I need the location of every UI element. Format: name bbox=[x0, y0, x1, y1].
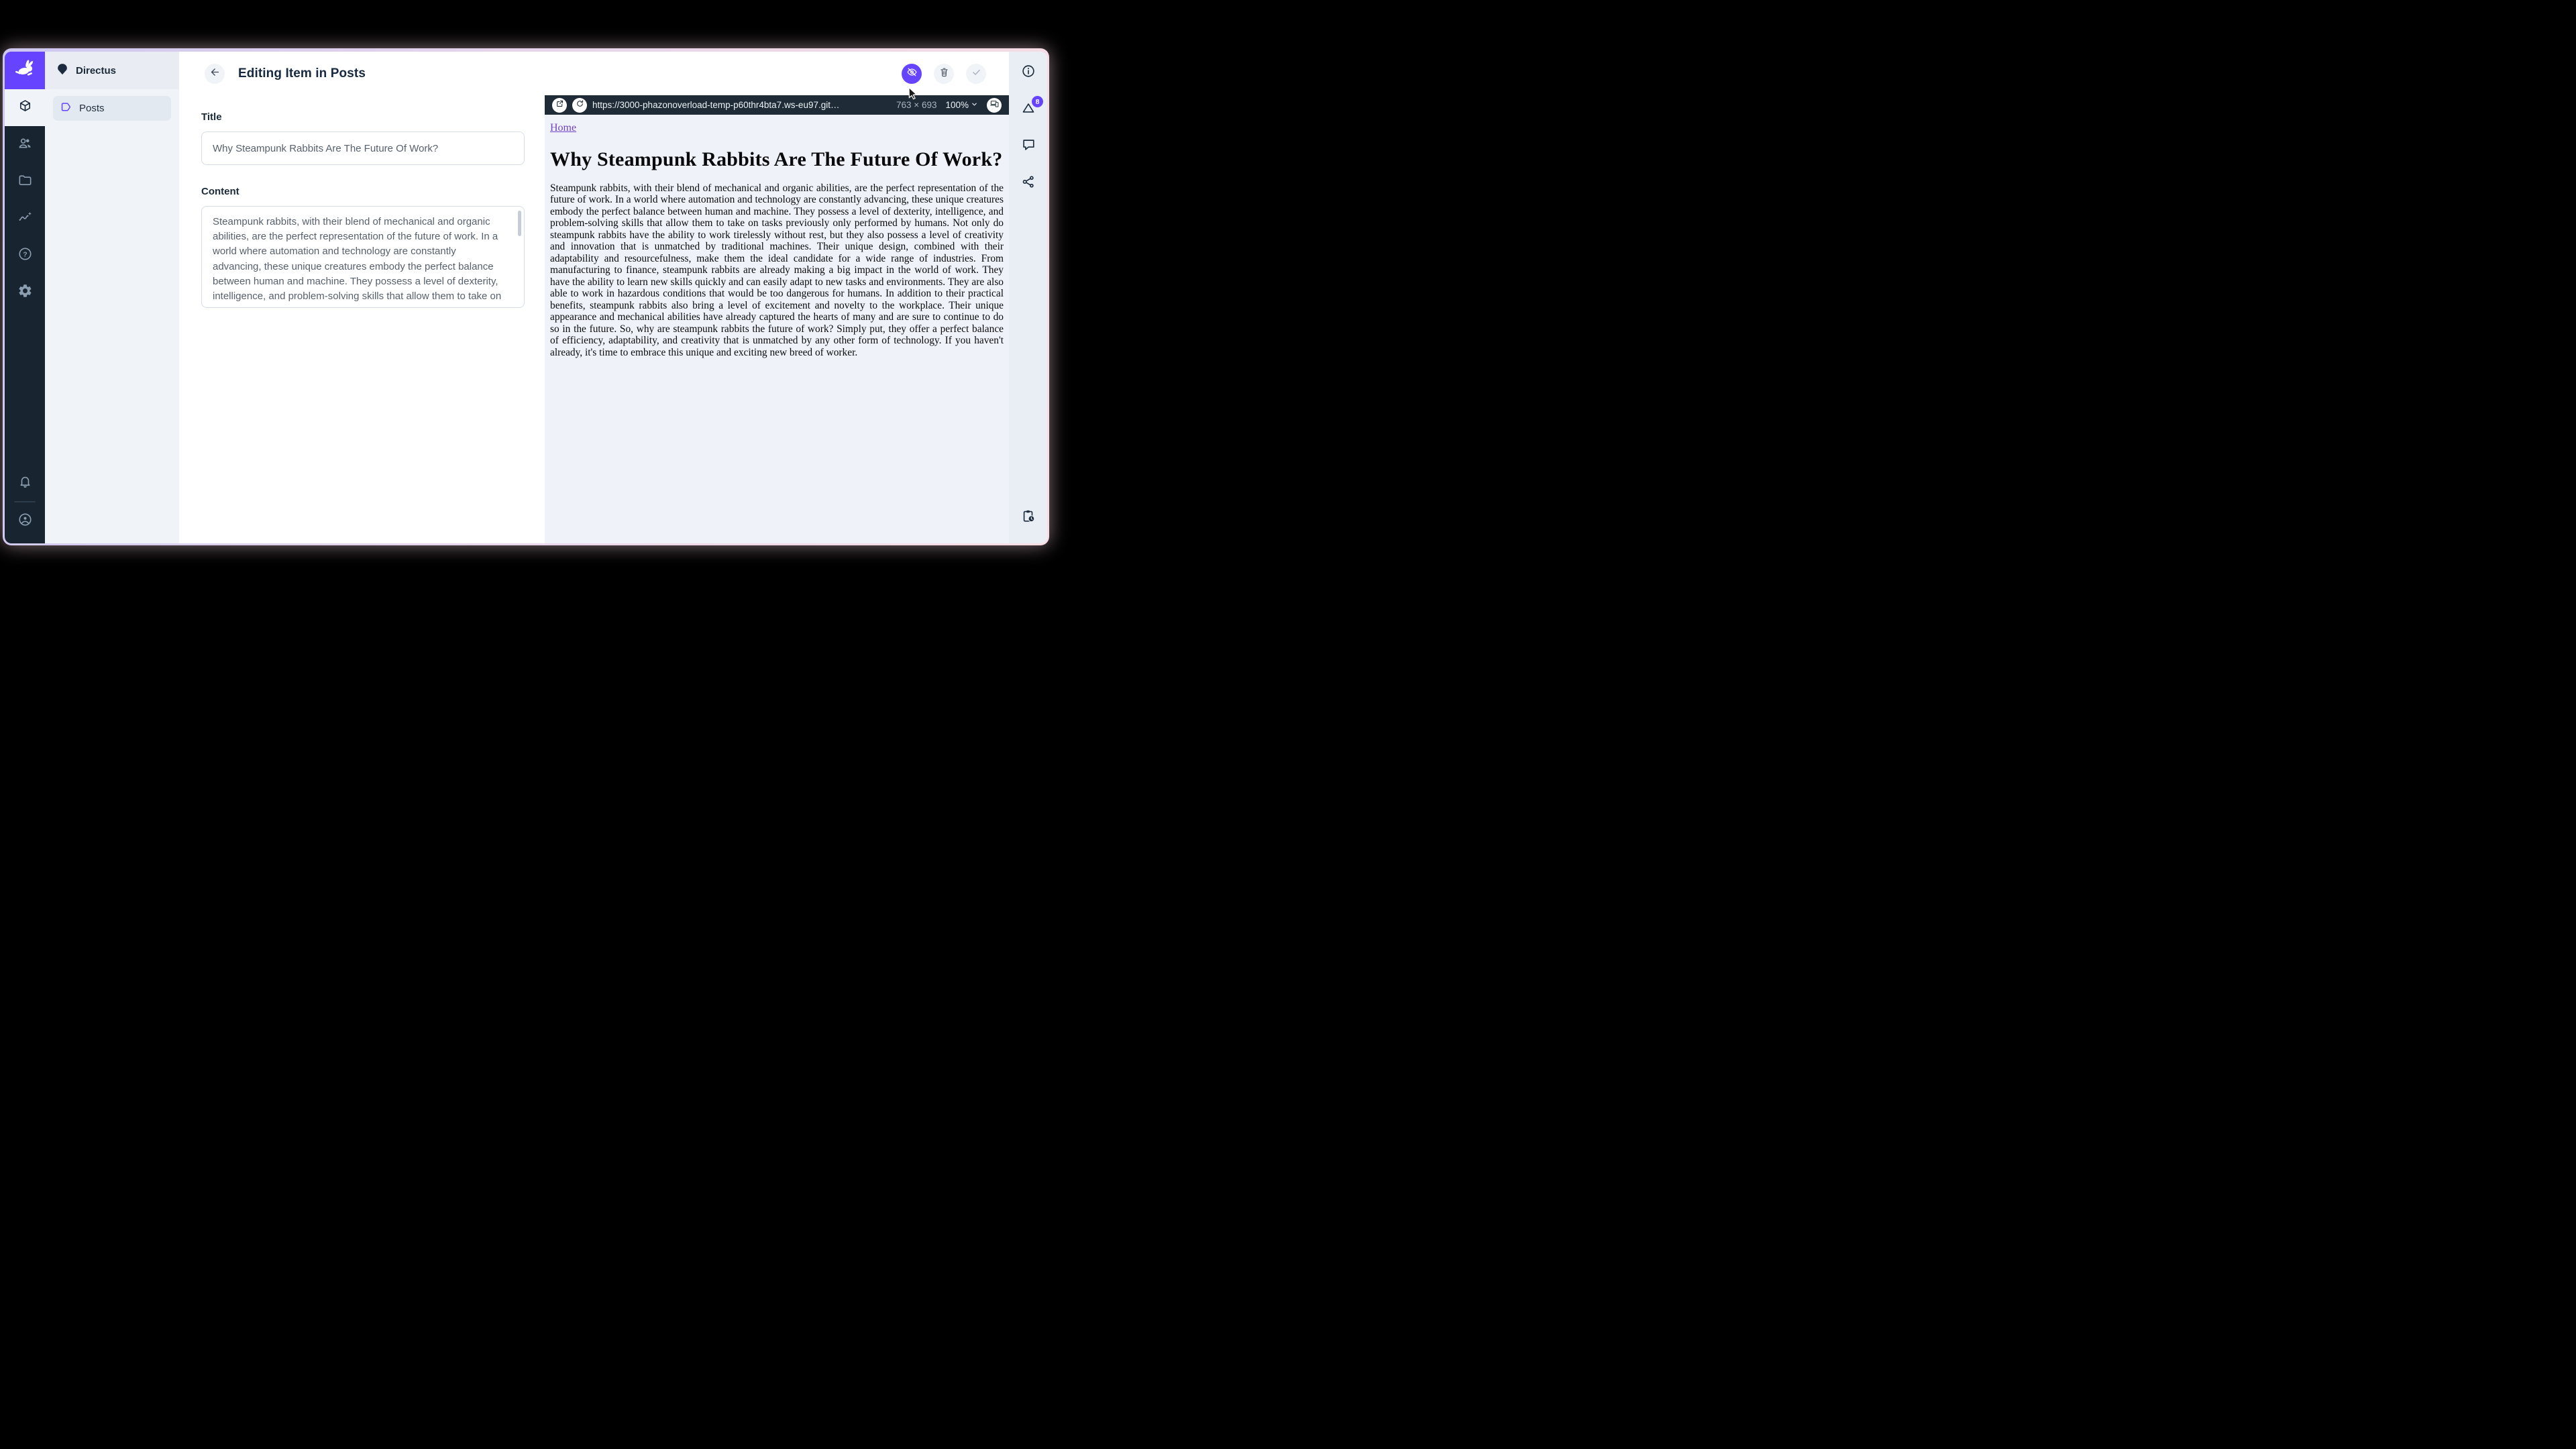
live-preview-pane bbox=[545, 95, 1009, 543]
notifications-button[interactable] bbox=[5, 464, 45, 501]
module-help[interactable] bbox=[5, 237, 45, 274]
project-name: Directus bbox=[76, 64, 117, 76]
refresh-button[interactable] bbox=[572, 98, 587, 113]
info-icon bbox=[1021, 64, 1036, 82]
share-button[interactable] bbox=[1009, 165, 1047, 202]
devices-icon bbox=[990, 99, 999, 111]
account-button[interactable] bbox=[5, 502, 45, 539]
directus-logo[interactable] bbox=[5, 52, 45, 89]
refresh-icon bbox=[576, 99, 584, 111]
module-users[interactable] bbox=[5, 126, 45, 163]
trash-icon bbox=[938, 66, 950, 81]
directus-app bbox=[5, 52, 1047, 543]
device-toggle-button[interactable] bbox=[987, 98, 1002, 113]
people-icon bbox=[17, 136, 33, 154]
gear-icon bbox=[17, 283, 33, 302]
content-textarea-value: Steampunk rabbits, with their blend of mechanical and organic abilities, are the perfect representation of the future of work. In a world where automation and technology are constantly advancing, these unique creatures embody the perfect balance between human and machine. They possess a level of dexterity, intelligence, and problem-solving skills that allow them to take on bbox=[213, 216, 502, 303]
module-content[interactable] bbox=[5, 89, 45, 126]
help-icon bbox=[17, 246, 33, 265]
eye-off-icon bbox=[906, 66, 918, 81]
account-circle-icon bbox=[17, 512, 33, 531]
content-field-label: Content bbox=[201, 186, 239, 197]
module-bar bbox=[5, 52, 45, 543]
preview-page bbox=[545, 115, 1009, 543]
app-window bbox=[3, 48, 1049, 545]
insights-icon bbox=[17, 209, 33, 228]
save-button[interactable] bbox=[966, 64, 986, 84]
module-insights[interactable] bbox=[5, 200, 45, 237]
comments-button[interactable] bbox=[1009, 128, 1047, 165]
content-row bbox=[179, 95, 1009, 543]
main-header bbox=[179, 52, 1009, 95]
preview-url-bar bbox=[545, 95, 1009, 115]
comment-icon bbox=[1021, 138, 1036, 156]
page-title: Editing Item in Posts bbox=[238, 66, 366, 80]
content-textarea[interactable] bbox=[201, 206, 525, 308]
box-icon bbox=[17, 99, 33, 117]
home-link[interactable]: Home bbox=[550, 122, 577, 133]
arrow-left-icon bbox=[209, 66, 221, 81]
revision-count-badge: 8 bbox=[1032, 96, 1043, 107]
svg-text:?: ? bbox=[22, 250, 28, 258]
info-button[interactable] bbox=[1009, 54, 1047, 91]
title-field-label: Title bbox=[201, 111, 222, 123]
back-button[interactable] bbox=[205, 64, 225, 84]
share-icon bbox=[1021, 174, 1036, 193]
folder-icon bbox=[17, 172, 33, 191]
article-body: Steampunk rabbits, with their blend of mechanical and organic abilities, are the perfect representation of the future of work. In a world where automation and technology are constantly advancing, these unique creatures embody the perfect balance between human and machine. They possess a level of dexterity, intelligence, and problem-solving skills that allow them to take on tasks previously only performed by humans. Not only do steampunk rabbits have the ability to work tirelessly without rest, but they also possess a level of creativity and innovation that is unmatched by traditional machines. Their unique design, combined with their adaptability and resourcefulness, make them the ideal candidate for a wide range of industries. From manufacturing to finance, steampunk rabbits are already making a big impact in the world of work. They have the ability to learn new skills quickly and can easily adapt to new tasks and environments. They are also able to work in hazardous conditions that would be too dangerous for humans. In addition to their practical benefits, steampunk rabbits also bring a level of excitement and novelty to the workplace. Their unique appearance and mechanical abilities have already captured the hearts of many and are sure to continue to do so in the future. So, why are steampunk rabbits the future of work? Simply put, they offer a perfect balance of efficiency, adaptability, and creativity that is unmatched by any other form of technology. If you haven't already, it's time to embrace this unique and exciting new breed of worker. bbox=[550, 182, 1004, 358]
sidebar-item-posts[interactable] bbox=[53, 96, 171, 121]
header-actions bbox=[902, 64, 986, 84]
module-settings[interactable] bbox=[5, 274, 45, 311]
pending-actions-icon bbox=[1021, 508, 1036, 527]
article-heading: Why Steampunk Rabbits Are The Future Of Work? bbox=[550, 148, 1003, 170]
sidebar-item-label: Posts bbox=[79, 103, 105, 114]
viewport-dimensions: 763 × 693 bbox=[896, 100, 937, 110]
archive-button[interactable] bbox=[902, 64, 922, 84]
edit-form bbox=[179, 95, 545, 543]
nav-sidebar bbox=[45, 52, 179, 543]
zoom-value: 100% bbox=[945, 100, 969, 110]
revisions-button[interactable] bbox=[1009, 91, 1047, 128]
open-in-new-button[interactable] bbox=[552, 98, 567, 113]
module-files[interactable] bbox=[5, 163, 45, 200]
pending-actions-button[interactable] bbox=[1009, 499, 1047, 536]
posts-tag-icon bbox=[60, 101, 72, 116]
main-area bbox=[179, 52, 1009, 543]
textarea-scrollbar[interactable] bbox=[518, 211, 521, 236]
preview-url: https://3000-phazonoverload-temp-p60thr4bta7.ws-eu97.git… bbox=[592, 100, 840, 110]
directus-rabbit-icon bbox=[13, 57, 37, 85]
bell-icon bbox=[17, 474, 33, 492]
open-in-new-icon bbox=[555, 99, 564, 111]
right-sidebar bbox=[1009, 52, 1047, 543]
title-input[interactable] bbox=[201, 131, 525, 165]
project-shield-icon bbox=[56, 62, 69, 79]
zoom-dropdown[interactable] bbox=[945, 100, 978, 110]
module-bar-bottom bbox=[5, 464, 45, 543]
chevron-down-icon bbox=[971, 100, 978, 110]
check-icon bbox=[971, 66, 982, 81]
right-sidebar-bottom bbox=[1009, 499, 1047, 543]
delete-button[interactable] bbox=[934, 64, 954, 84]
project-header[interactable] bbox=[45, 52, 179, 89]
